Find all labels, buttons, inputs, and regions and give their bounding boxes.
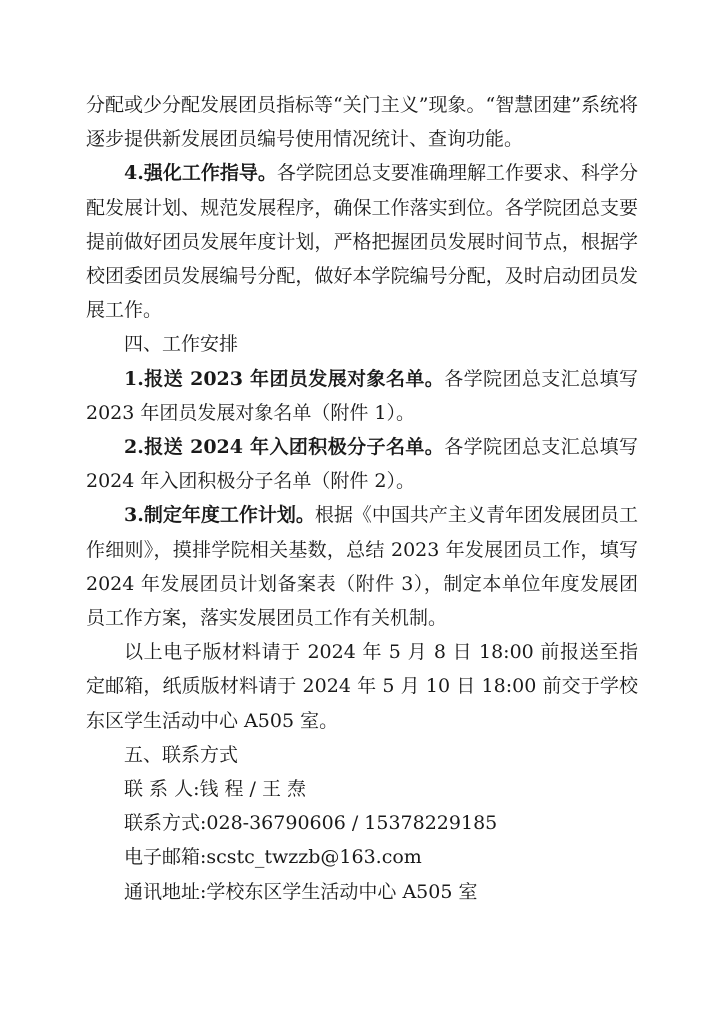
paragraph-submit-2024-list xyxy=(86,430,638,498)
paragraph-body: 根据《中国共产主义青年团发展团员工作细则》，摸排学院相关基数，总结 2023 年发展团员工作，填写 2024 年发展团员计划备案表（附件 3），制定本单位年度发展团员工作方案，落实发展团员工作有关机制。 xyxy=(86,504,638,630)
paragraph-body: 各学院团总支汇总填写 2024 年入团积极分子名单（附件 2）。 xyxy=(86,436,638,493)
paragraph-body: 各学院团总支汇总填写 2023 年团员发展对象名单（附件 1）。 xyxy=(86,367,638,424)
section-heading-work-arrangement: 四、工作安排 xyxy=(124,333,239,356)
paragraph-submit-2023-list xyxy=(86,362,638,430)
paragraph-submission-deadline: 以上电子版材料请于 2024 年 5 月 8 日 18:00 前报送至指定邮箱，纸质版材料请于 2024 年 5 月 10 日 18:00 前交于学校东区学生活动中心 A505 室。 xyxy=(86,641,638,732)
paragraph-title: 1.报送 2023 年团员发展对象名单。 xyxy=(124,367,445,390)
paragraph-body: 各学院团总支要准确理解工作要求、科学分配发展计划、规范发展程序，确保工作落实到位。各学院团总支要提前做好团员发展年度计划，严格把握团员发展时间节点，根据学校团委团员发展编号分配，做好本学院编号分配，及时启动团员发展工作。 xyxy=(86,162,638,322)
contact-person: 联 系 人:钱 程 / 王 焘 xyxy=(124,778,307,801)
paragraph-intro-continuation: 分配或少分配发展团员指标等“关门主义”现象。“智慧团建”系统将逐步提供新发展团员编号使用情况统计、查询功能。 xyxy=(86,94,638,151)
contact-phone: 联系方式:028-36790606 / 15378229185 xyxy=(124,812,498,835)
paragraph-strengthen-guidance xyxy=(86,156,638,327)
paragraph-annual-plan xyxy=(86,498,638,635)
section-heading-contact: 五、联系方式 xyxy=(124,743,239,766)
document-page xyxy=(86,88,638,909)
contact-email: 电子邮箱:scstc_twzzb@163.com xyxy=(124,846,422,869)
contact-address: 通讯地址:学校东区学生活动中心 A505 室 xyxy=(124,880,478,903)
paragraph-title: 3.制定年度工作计划。 xyxy=(124,504,315,527)
paragraph-title: 4.强化工作指导。 xyxy=(124,162,277,185)
paragraph-title: 2.报送 2024 年入团积极分子名单。 xyxy=(124,436,445,459)
